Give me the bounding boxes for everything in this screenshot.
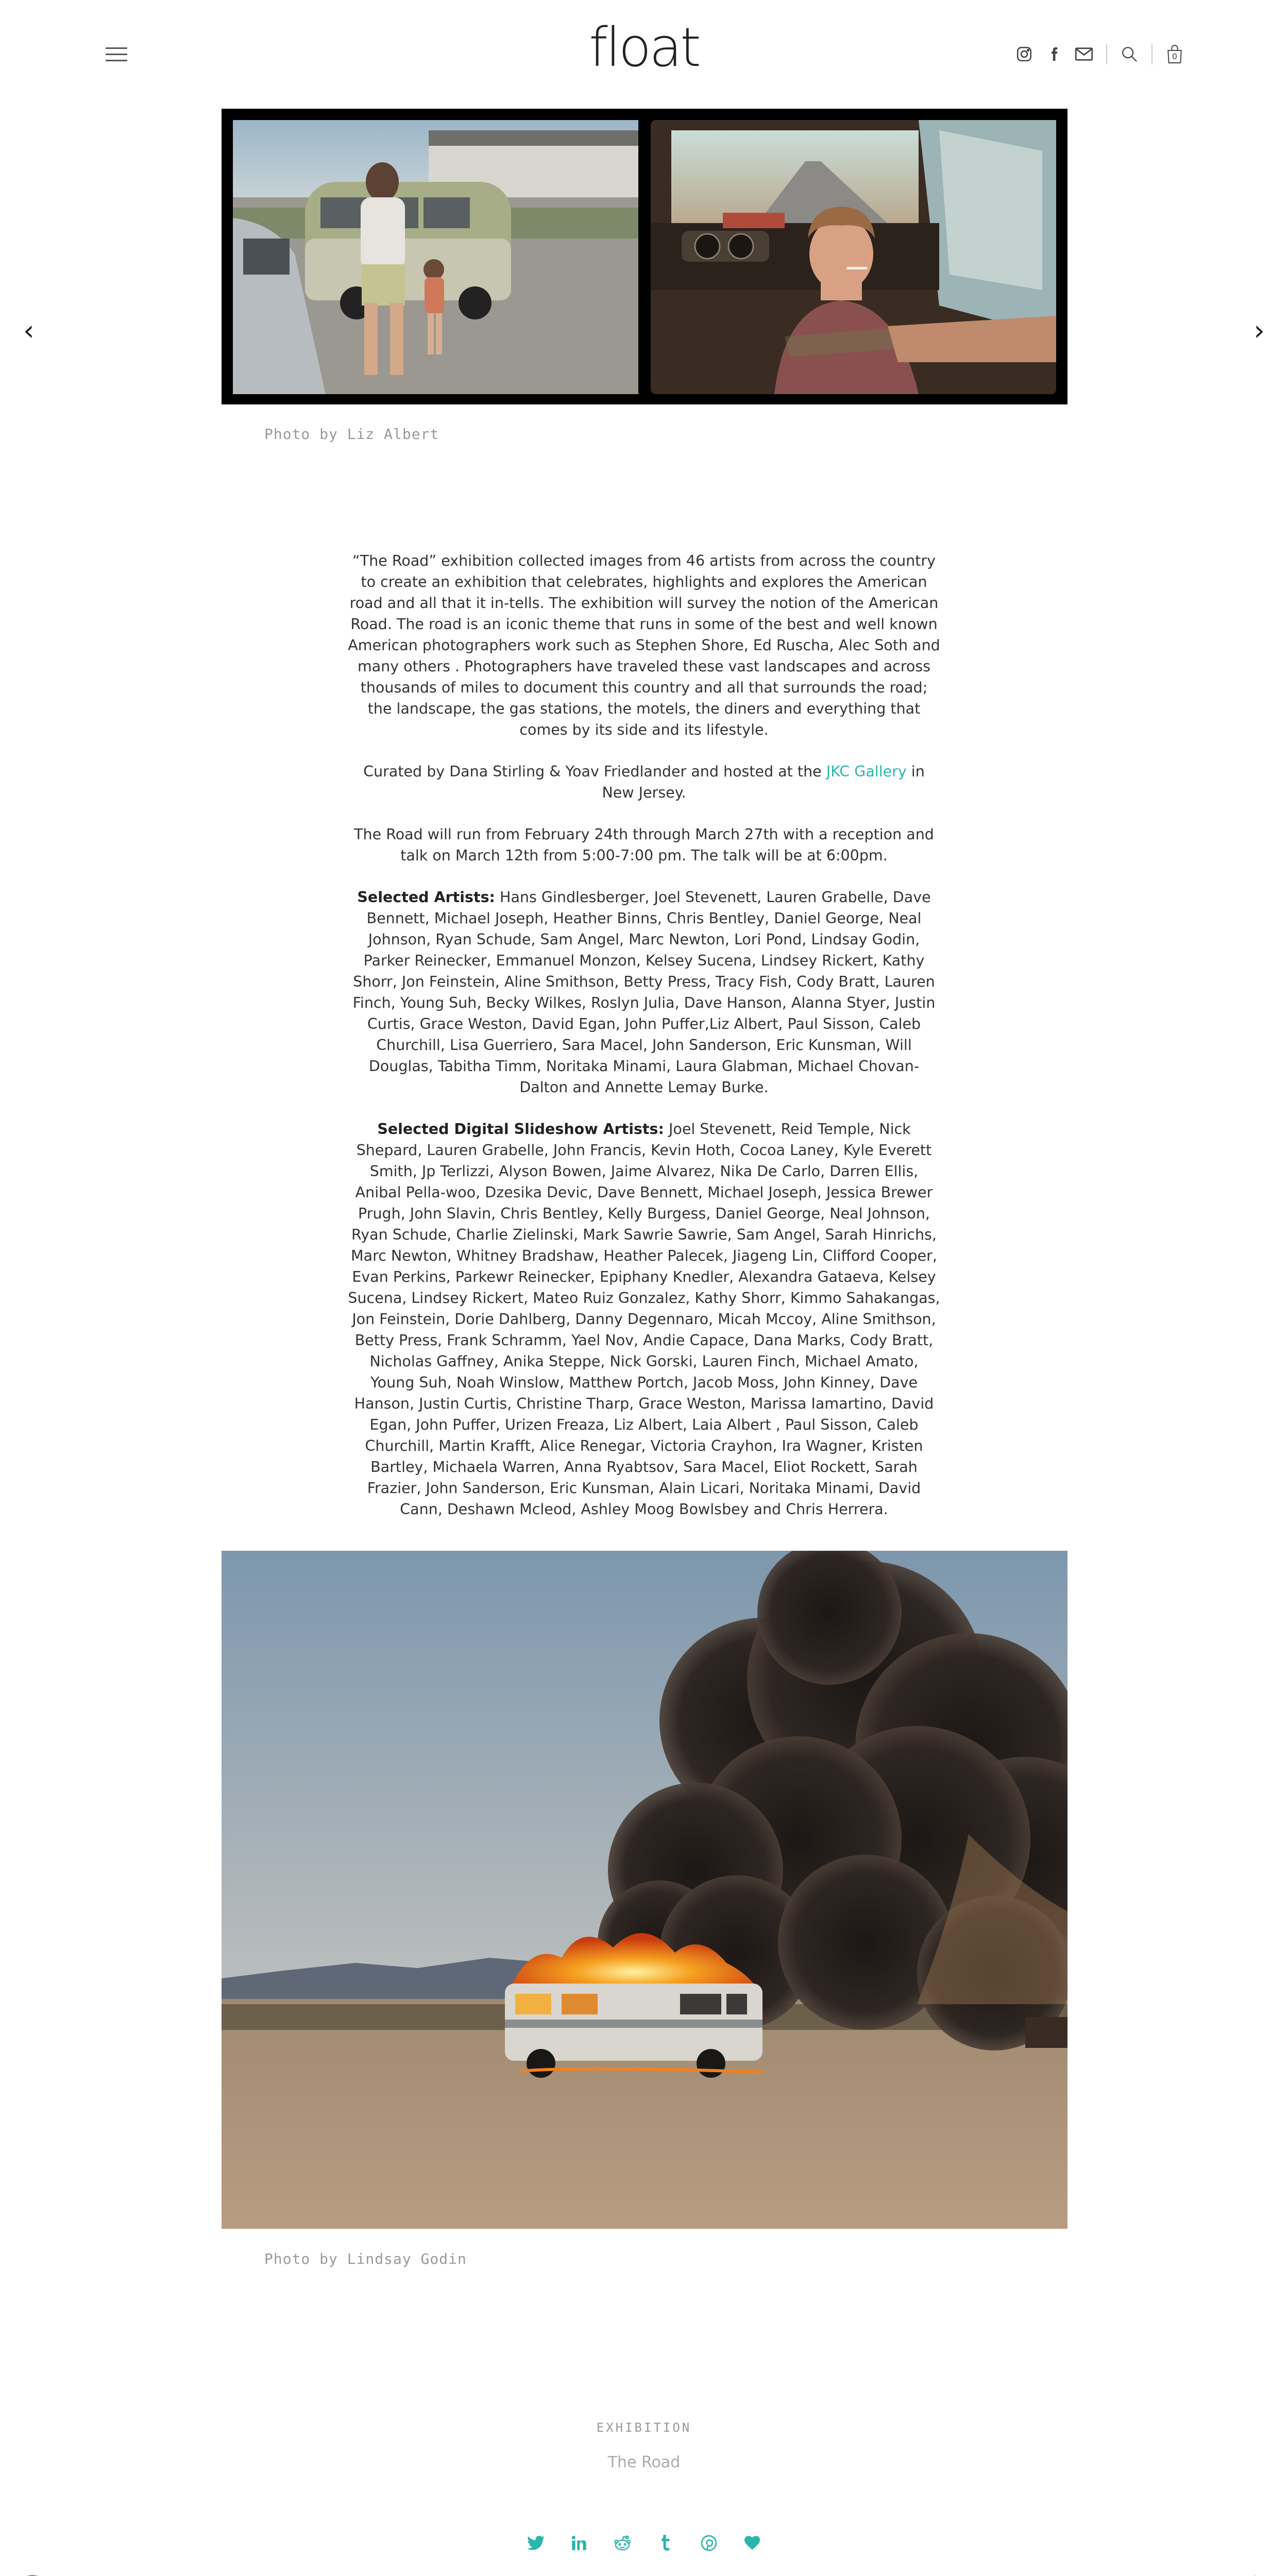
intro-paragraph: “The Road” exhibition collected images from 46 artists from across the country to create an exhibition that celebrates, highlights and explores the American road and all that it in-tells. The exhibition will survey the notion of the American Road. The road is an iconic theme that runs in some of the best and well known American photographers work such as Stephen Shore, Ed Ruscha, Alec Soth and many others . Photographers have traveled these vast landscapes and across thousands of miles to document this country and all that surrounds the road; the landscape, the gas stations, the motels, the diners and everything that comes by its side and its lifestyle. [348,552,940,738]
search-icon[interactable] [1116,41,1142,67]
pinterest-icon[interactable] [699,2533,719,2553]
chevron-up-icon [1236,2571,1274,2576]
share-bar [0,2533,1288,2553]
jkc-gallery-link[interactable]: JKC Gallery [826,763,907,780]
slideshow-artists-list: Joel Stevenett, Reid Temple, Nick Shepard, Lauren Grabelle, John Francis, Kevin Hoth, Cocoa Laney, Kyle Everett Smith, Jp Terlizzi, Alyson Bowen, Jaime Alvarez, Nika De Carlo, Darren Ellis, Anibal Pella-woo, Dzesika Devic, Dave Bennett, Michael Joseph, Jessica Brewer Prugh, John Slavin, Chris Bentley, Kelly Burgess, Daniel George, Neal Johnson, Ryan Schude, Charlie Zielinski, Mark Sawrie Sawrie, Sam Angel, Sarah Hinrichs, Marc Newton, Whitney Bradshaw, Heather Palecek, Jiageng Lin, Clifford Cooper, Evan Perkins, Parkewr Reinecker, Epiphany Knedler, Alexandra Gataeva, Kelsey Sucena, Lindsey Rickert, Mateo Ruiz Gonzalez, Kathy Shorr, Kimmo Sahakangas, Jon Feinstein, Dorie Dahlberg, Danny Degennaro, Micah Mccoy, Aline Smithson, Betty Press, Frank Schramm, Yael Nov, Andie Capace, Dana Marks, Cody Bratt, Nicholas Gaffney, Anika Steppe, Nick Gorski, Lauren Finch, Michael Amato, Young Suh, Noah Winslow, Matthew Portch, Jacob Moss, John Kinney, Dave Hanson, Justin Curtis, Christine Tharp, Grace Weston, Marissa Iamartino, David Egan, John Puffer, Urizen Freaza, Liz Albert, Laia Albert , Paul Sisson, Caleb Churchill, Martin Krafft, Alice Renegar, Victoria Crayhon, Ira Wagner, Kristen Bartley, Michaela Warren, Anna Ryabtsov, Sara Macel, Eliot Rockett, Sarah Frazier, John Sanderson, Eric Kunsman, Alain Licari, Noritaka Minami, David Cann, Deshawn Mcleod, Ashley Moog Bowlsbey and Chris Herrera. [348,1121,940,1518]
slider-next-button[interactable]: › [1253,314,1265,347]
slider-prev-button[interactable]: ‹ [23,314,35,347]
cart-count: 0 [1172,52,1178,61]
cart-icon[interactable] [1162,41,1188,67]
artists-list: Hans Gindlesberger, Joel Stevenett, Lauren Grabelle, Dave Bennett, Michael Joseph, Heather Binns, Chris Bentley, Daniel George, Neal Johnson, Ryan Schude, Sam Angel, Marc Newton, Lori Pond, Lindsay Godin, Parker Reinecker, Emmanuel Monzon, Kelsey Sucena, Lindsey Rickert, Kathy Shorr, Jon Feinstein, Aline Smithson, Betty Press, Tracy Fish, Cody Bratt, Lauren Finch, Young Suh, Becky Wilkes, Roslyn Julia, Dave Hanson, Alanna Styer, Justin Curtis, Grace Weston, David Egan, John Puffer,Liz Albert, Paul Sisson, Caleb Churchill, Lisa Guerriero, Sara Macel, John Sanderson, Eric Kunsman, Will Douglas, Tabitha Timm, Noritaka Minami, Laura Glabman, Michael Chovan-Dalton and Annette Lemay Burke. [352,889,936,1096]
slideshow-artists-label: Selected Digital Slideshow Artists: [377,1121,664,1138]
facebook-icon[interactable] [1041,41,1067,67]
exhibition-link[interactable]: The Road [607,2453,681,2471]
artists-label: Selected Artists: [357,889,495,906]
tumblr-icon[interactable] [655,2533,676,2553]
slider-caption: Photo by Liz Albert [264,426,439,443]
artists-paragraph [348,887,940,1098]
exhibition-description [348,550,940,1540]
site-logo[interactable]: float [589,16,699,79]
photo-family-van [233,120,638,394]
instagram-icon[interactable] [1011,41,1037,67]
photo-boy-car [651,120,1056,394]
photo2-caption: Photo by Lindsay Godin [264,2250,467,2267]
mail-icon[interactable] [1071,41,1097,67]
heart-icon[interactable] [742,2533,762,2553]
dates-paragraph: The Road will run from February 24th through March 27th with a reception and talk on March 12th from 5:00-7:00 pm. The talk will be at 6:00pm. [354,826,934,864]
header-actions [1011,41,1188,67]
back-to-top-button[interactable] [1236,2571,1274,2576]
exhibition-label: EXHIBITION [596,2420,692,2435]
twitter-icon[interactable] [526,2533,546,2553]
slideshow-artists-paragraph [348,1118,940,1520]
photo-burning-rv [222,1551,1067,2229]
linkedin-icon[interactable] [569,2533,589,2553]
slider-image [222,109,1067,404]
reddit-icon[interactable] [612,2533,633,2553]
curated-paragraph: Curated by Dana Stirling & Yoav Friedlander and hosted at the JKC Gallery in New Jersey. [363,763,925,801]
